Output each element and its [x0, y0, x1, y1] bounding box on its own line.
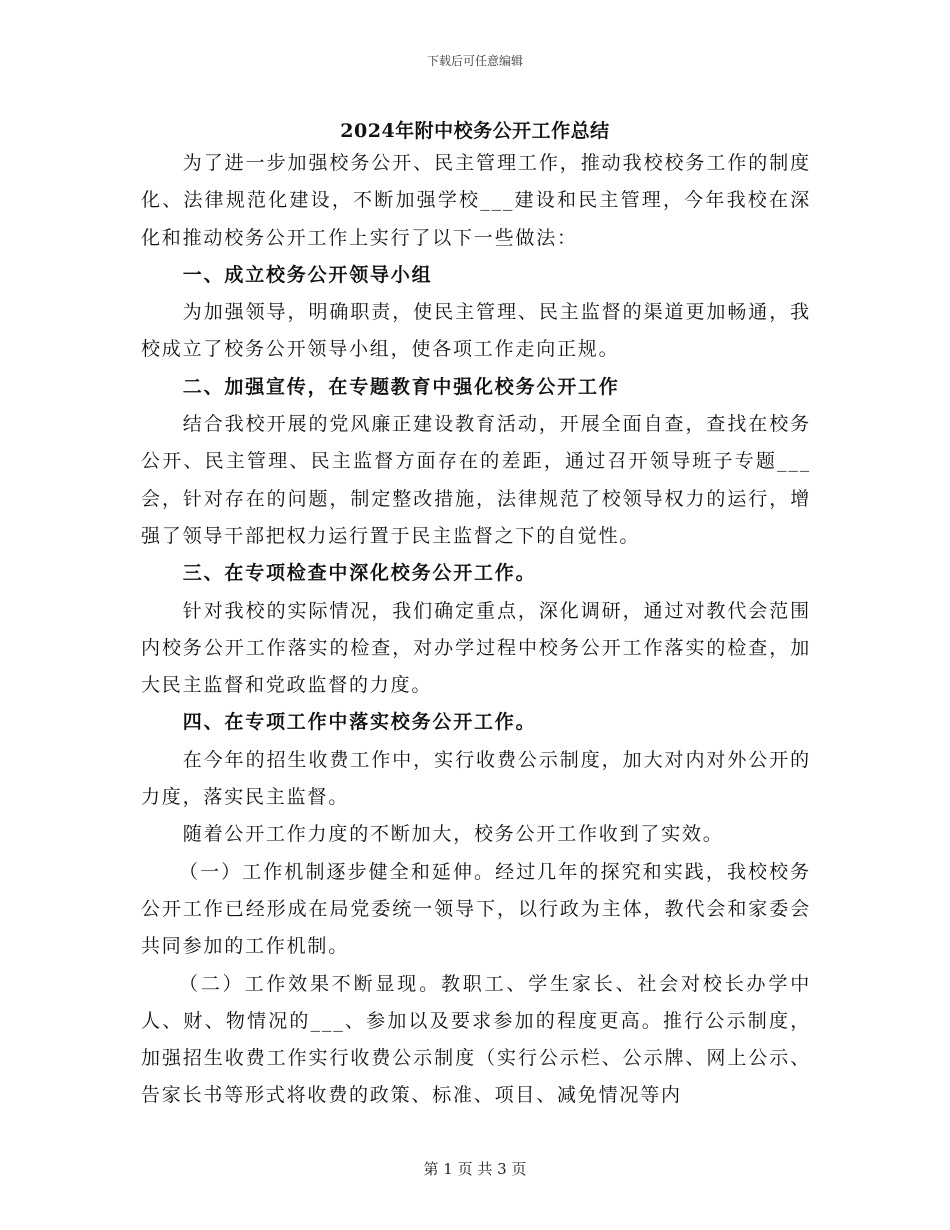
section-1-paragraph: 为加强领导，明确职责，使民主管理、民主监督的渠道更加畅通，我校成立了校务公开领导小组，使各项工作走向正规。 [141, 301, 811, 361]
page-number: 第 1 页 共 3 页 [423, 1160, 527, 1178]
section-3-paragraph: 针对我校的实际情况，我们确定重点，深化调研，通过对教代会范围内校务公开工作落实的检查，对办学过程中校务公开工作落实的检查，加大民主监督和党政监督的力度。 [141, 599, 811, 697]
section-heading-2: 二、加强宣传，在专题教育中强化校务公开工作 [182, 375, 620, 398]
section-heading-4: 四、在专项工作中落实校务公开工作。 [182, 711, 537, 734]
section-heading-1: 一、成立校务公开领导小组 [182, 263, 433, 286]
section-4-paragraph: 在今年的招生收费工作中，实行收费公示制度，加大对内对外公开的力度，落实民主监督。 [141, 748, 811, 809]
document-title: 2024年附中校务公开工作总结 [340, 120, 610, 142]
section-heading-3: 三、在专项检查中深化校务公开工作。 [182, 562, 537, 585]
document-body [141, 145, 811, 1115]
header-note: 下载后可任意编辑 [426, 54, 523, 68]
intro-paragraph: 为了进一步加强校务公开、民主管理工作，推动我校校务工作的制度化、法律规范化建设，不断加强学校___建设和民主管理，今年我校在深化和推动校务公开工作上实行了以下一些做法： [141, 152, 811, 249]
result-item-1: （一）工作机制逐步健全和延伸。经过几年的探究和实践，我校校务公开工作已经形成在局党委统一领导下，以行政为主体，教代会和家委会共同参加的工作机制。 [141, 860, 811, 958]
section-2-paragraph: 结合我校开展的党风廉正建设教育活动，开展全面自查，查找在校务公开、民主管理、民主监督方面存在的差距，通过召开领导班子专题___会，针对存在的问题，制定整改措施，法律规范了校领导权力的运行，增强了领导干部把权力运行置于民主监督之下的自觉性。 [141, 413, 811, 547]
results-paragraph: 随着公开工作力度的不断加大，校务公开工作收到了实效。 [182, 823, 724, 846]
result-item-2: （二）工作效果不断显现。教职工、学生家长、社会对校长办学中人、财、物情况的___、参加以及要求参加的程度更高。推行公示制度，加强招生收费工作实行收费公示制度（实行公示栏、公示牌、网上公示、告家长书等形式将收费的政策、标准、项目、减免情况等内 [141, 972, 811, 1107]
